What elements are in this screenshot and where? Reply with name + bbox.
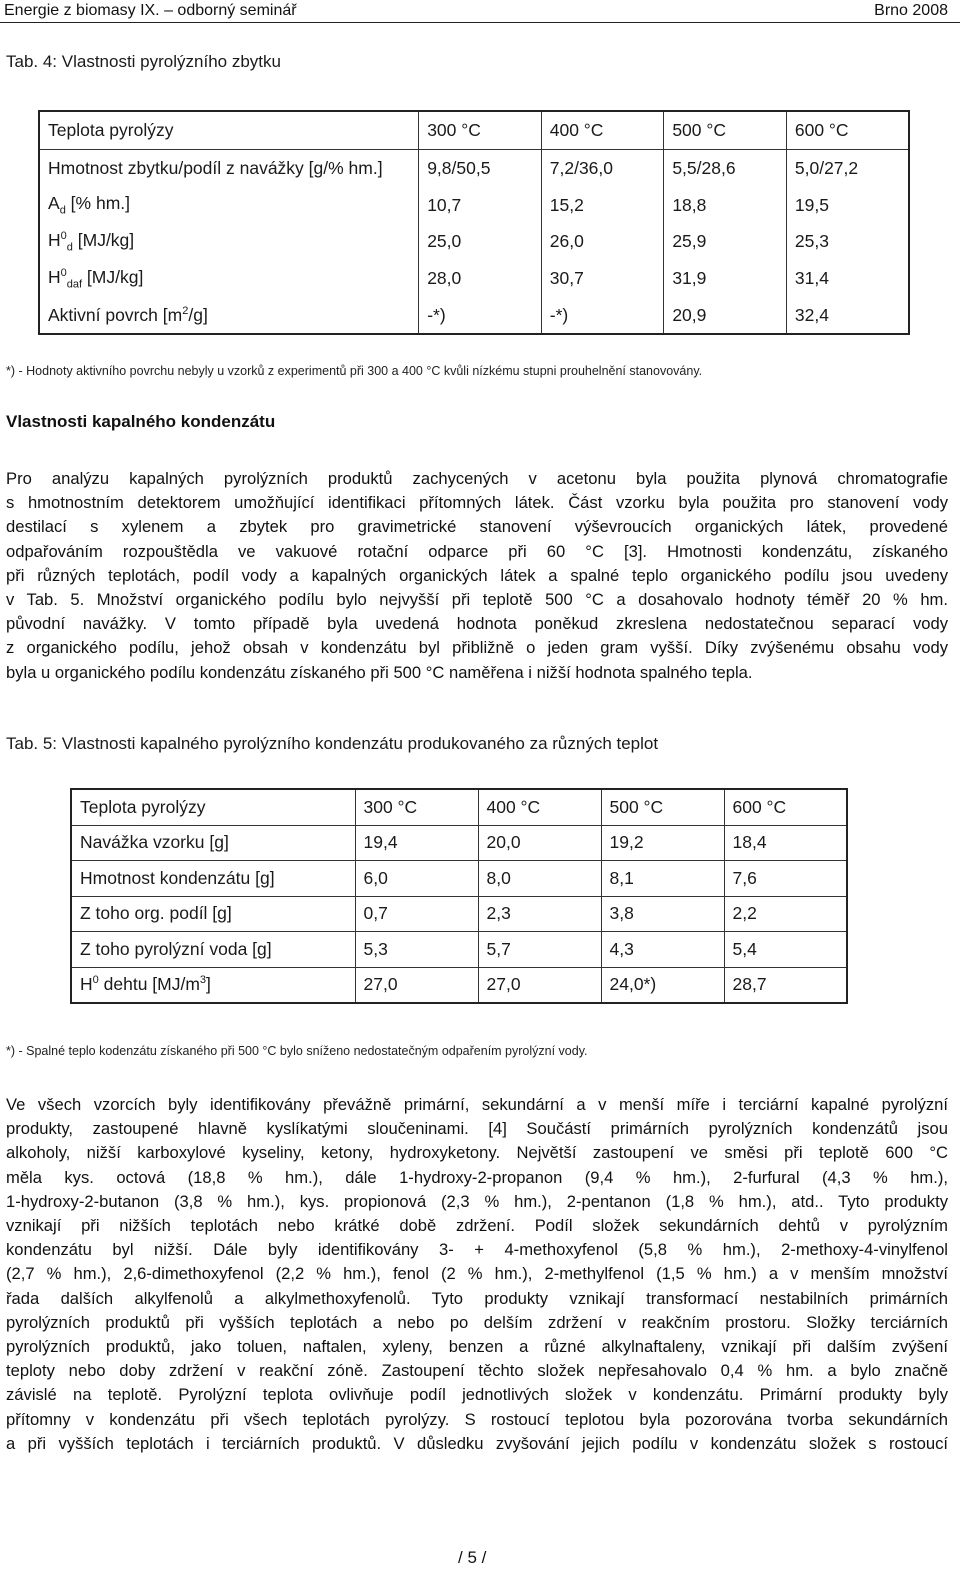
text-line: měla kys. octová (18,8 % hm.), dále 1-hydroxy-2-propanon (9,4 % hm.), 2-furfural (4,3 % hm.),: [6, 1167, 948, 1187]
text-line: s hmotnostním detektorem umožňující identifikaci přítomných látek. Část vzorku byla použita pro stanovení vody: [6, 493, 948, 513]
table5-footnote: *) - Spalné teplo kodenzátu získaného při 500 °C bylo sníženo nedostatečným odpařením pyrolýzní vody.: [6, 1044, 588, 1058]
text-line: závislé na teplotě. Pyrolýzní teplota ovlivňuje podíl jednotlivých složek v kondenzátu. Primární produkty byly: [6, 1385, 948, 1405]
table-cell: 28,7: [724, 967, 847, 1003]
text-line: původní navážky. V tomto případě byla uvedená hodnota poněkud zkreslena nedostatečnou separací vody: [6, 614, 948, 634]
table-cell: 7,6: [724, 861, 847, 897]
text-line: kondenzátu byl nižší. Dále byly identifikovány 3- + 4-methoxyfenol (5,8 % hm.), 2-methoxy-4-vinylfenol: [6, 1240, 948, 1260]
table-cell: 5,7: [478, 932, 601, 968]
text-line: 1-hydroxy-2-butanon (3,8 % hm.), kys. propionová (2,3 % hm.), 2-pentanon (1,8 % hm.), atd.. Tyto produkty: [6, 1191, 948, 1211]
table-cell: 25,9: [664, 223, 787, 260]
table-cell: 8,0: [478, 861, 601, 897]
running-header: [0, 0, 960, 23]
table-cell: 18,8: [664, 187, 787, 224]
text-line: destilací s xylenem a zbytek pro gravimetrické stanovení výševroucích organických látek, provedené: [6, 517, 948, 537]
table-cell-label: Teplota pyrolýzy: [39, 111, 419, 150]
table-cell: 25,0: [419, 223, 542, 260]
table-cell: 19,5: [786, 187, 909, 224]
table-row: [71, 861, 847, 897]
table-cell: 8,1: [601, 861, 724, 897]
table-cell-label: Teplota pyrolýzy: [71, 789, 355, 825]
table-cell-label: Hmotnost kondenzátu [g]: [71, 861, 355, 897]
table-cell: 600 °C: [724, 789, 847, 825]
table-cell-label: Hmotnost zbytku/podíl z navážky [g/% hm.]: [48, 157, 383, 178]
table-cell: 9,8/50,5: [419, 150, 542, 187]
table-row: [71, 896, 847, 932]
table-cell: 31,9: [664, 260, 787, 297]
table-cell: 500 °C: [664, 111, 787, 150]
table-row: [39, 223, 909, 260]
text-line: přítomny v kondenzátu při všech teplotách pyrolýzy. S rostoucí teplotou byla pozorována tvorba sekundárních: [6, 1409, 948, 1429]
table-cell-label: Z toho org. podíl [g]: [71, 896, 355, 932]
text-line: řada dalších alkylfenolů a alkylmethoxyfenolů. Tyto produkty vznikají transformací nestabilních primárních: [6, 1288, 948, 1308]
table-cell: 5,0/27,2: [786, 150, 909, 187]
header-location-year: Brno 2008: [874, 2, 948, 19]
table5-caption: Tab. 5: Vlastnosti kapalného pyrolýzního kondenzátu produkovaného za různých teplot: [6, 734, 659, 753]
table-cell: -*): [419, 297, 542, 335]
table-cell-label: $H^0_d$ [MJ/kg]: [48, 229, 135, 254]
table-cell: 26,0: [541, 223, 664, 260]
table-cell: 3,8: [601, 896, 724, 932]
paragraph-identified-compounds: [6, 1093, 948, 1456]
text-line: v Tab. 5. Množství organického podílu bylo nejvyšší při teplotě 500 °C a dosahovalo hodnoty téměř 20 % hm.: [6, 590, 948, 610]
table-cell: 25,3: [786, 223, 909, 260]
table-row: [39, 260, 909, 297]
table5-condensate-properties: [70, 788, 848, 1004]
paragraph-condensate-analysis: [6, 467, 948, 685]
table-cell: 2,3: [478, 896, 601, 932]
text-line: Ve všech vzorcích byly identifikovány převážně primární, sekundární a v menší míře i terciární kapalné pyrolýzní: [6, 1095, 948, 1114]
table-cell-label: Aktivní povrch $[m^2/g]$: [48, 304, 208, 325]
table-cell: 31,4: [786, 260, 909, 297]
table4-caption: Tab. 4: Vlastnosti pyrolýzního zbytku: [6, 52, 281, 71]
text-line: teploty nebo doby zdržení v reakční zóně. Zastoupení těchto složek nepřesahovalo 0,4 % hm. a bylo značně: [6, 1361, 948, 1381]
table-row: [39, 187, 909, 224]
table4-footnote: *) - Hodnoty aktivního povrchu nebyly u vzorků z experimentů při 300 a 400 °C kvůli nízkému stupni prouhelnění stanovovány.: [6, 364, 703, 378]
table-cell: 4,3: [601, 932, 724, 968]
table-cell: 2,2: [724, 896, 847, 932]
table-cell: 400 °C: [478, 789, 601, 825]
header-title: Energie z biomasy IX. – odborný seminář: [4, 2, 297, 19]
section-title: Vlastnosti kapalného kondenzátu: [6, 412, 276, 431]
table-cell-label: $H^0_{daf}$ [MJ/kg]: [48, 266, 144, 291]
text-line: pyrolýzních produktů, jako toluen, naftalen, xyleny, benzen a různé alkylnaftaleny, vznikají při dalším zvýšení: [6, 1337, 948, 1357]
table-cell: 24,0*): [601, 967, 724, 1003]
text-line: a při vyšších teplotách i terciárních produktů. V důsledku zvyšování jejich podílu v kondenzátu složek s rostoucí: [6, 1433, 948, 1453]
table4-residue-properties: [38, 110, 910, 335]
table-cell: 5,5/28,6: [664, 150, 787, 187]
table-cell-label: Navážka vzorku [g]: [71, 825, 355, 861]
text-line: odpařováním rozpouštědla ve vakuové rotační odparce při 60 °C [3]. Hmotnosti kondenzátu, získaného: [6, 541, 948, 561]
table-row: [71, 967, 847, 1003]
text-line: byla u organického podílu kondenzátu získaného při 500 °C naměřena i nižší hodnota spalného tepla.: [6, 662, 753, 682]
table-cell: 32,4: [786, 297, 909, 335]
table-row: [71, 789, 847, 825]
table-cell: 20,9: [664, 297, 787, 335]
table-cell: -*): [541, 297, 664, 335]
table-cell: 27,0: [478, 967, 601, 1003]
table-cell: 27,0: [355, 967, 478, 1003]
table-row: [71, 825, 847, 861]
table-cell: 30,7: [541, 260, 664, 297]
table-cell: 28,0: [419, 260, 542, 297]
table-cell: 300 °C: [355, 789, 478, 825]
table-cell: 19,4: [355, 825, 478, 861]
table-cell: 10,7: [419, 187, 542, 224]
table-row: [39, 297, 909, 335]
table-row: [39, 150, 909, 187]
table-cell: 0,7: [355, 896, 478, 932]
text-line: produkty, zastoupené hlavně kyslíkatými sloučeninami. [4] Součástí primárních pyrolýzních kondenzátů jsou: [6, 1119, 948, 1139]
text-line: alkoholy, nižší karboxylové kyseliny, ketony, hydroxyketony. Největší zastoupení ve směsi při teplotě 600 °C: [6, 1143, 948, 1163]
table-row: [39, 111, 909, 150]
table-cell-label: $H^0$ dehtu $[MJ/m^3]$: [71, 967, 355, 1003]
text-line: z organického podílu, jehož obsah v kondenzátu byl přibližně o jeden gram vyšší. Díky zvýšenému obsahu vody: [6, 638, 948, 658]
table-cell: 7,2/36,0: [541, 150, 664, 187]
table-row: [71, 932, 847, 968]
table-cell: 19,2: [601, 825, 724, 861]
text-line: pyrolýzních produktů při vyšších teplotách a nebo po delším zdržení v reakčním prostoru. Složky terciárních: [6, 1312, 948, 1332]
text-line: (2,7 % hm.), 2,6-dimethoxyfenol (2,2 % hm.), fenol (2 % hm.), 2-methylfenol (1,5 % hm.) a v menším množství: [6, 1264, 948, 1284]
table-cell-label: Z toho pyrolýzní voda [g]: [71, 932, 355, 968]
text-line: při různých teplotách, podíl vody a kapalných organických látek a spalné teplo organického podílu jsou uvedeny: [6, 565, 948, 585]
table-cell-label: $A_d$ [% hm.]: [48, 193, 130, 217]
table-cell: 600 °C: [786, 111, 909, 150]
table-cell: 6,0: [355, 861, 478, 897]
table-cell: 5,3: [355, 932, 478, 968]
table-cell: 500 °C: [601, 789, 724, 825]
table-cell: 5,4: [724, 932, 847, 968]
text-line: vznikají při nižších teplotách nebo krátké době zdržení. Podíl složek sekundárních dehtů v pyrolýzním: [6, 1216, 948, 1236]
page-number: / 5 /: [458, 1548, 487, 1567]
table-cell: 20,0: [478, 825, 601, 861]
table-cell: 300 °C: [419, 111, 542, 150]
table-cell: 400 °C: [541, 111, 664, 150]
table-cell: 15,2: [541, 187, 664, 224]
table-cell: 18,4: [724, 825, 847, 861]
text-line: Pro analýzu kapalných pyrolýzních produktů zachycených v acetonu byla použita plynová chromatografie: [6, 469, 948, 488]
